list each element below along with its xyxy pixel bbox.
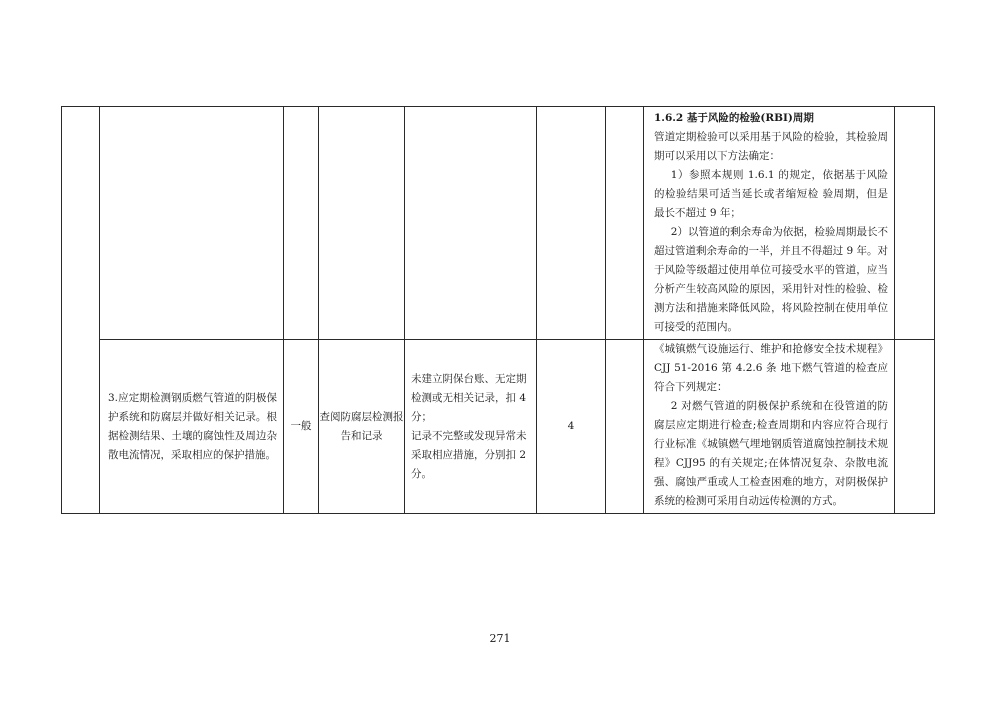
remarks-cell <box>895 340 935 514</box>
level-cell <box>284 107 319 340</box>
score-cell: 4 <box>537 340 606 514</box>
narrow-cell <box>606 107 644 340</box>
basis-cell <box>644 340 895 514</box>
method-cell <box>319 107 405 340</box>
method-cell <box>319 340 405 514</box>
method-text: 查阅防腐层检测报告和记录 <box>319 410 404 442</box>
remarks-cell <box>895 107 935 340</box>
basis-line: 2）以管道的剩余寿命为依据，检验周期最长不超过管道剩余寿命的一半，并且不得超过 9 年。对于风险等级超过使用单位可接受水平的管道，应当分析产生较高风险的原因，采用针对性的检验、检测方法和措施来降低风险，将风险控制在使用单位可接受的范围内。 <box>654 226 888 333</box>
clause-cell <box>100 340 284 514</box>
basis-line: 2 对燃气管道的阴极保护系统和在役管道的防腐层应定期进行检查;检查周期和内容应符合现行行业标准《城镇燃气埋地钢质管道腐蚀控制技术规程》CJJ95 的有关规定;在体情况复杂、杂散电流强、腐蚀严重或人工检查困难的地方，对阴极保护系统的检测可采用自动远传检测的方式。 <box>654 400 888 507</box>
criteria-line: 记录不完整或发现异常未采取相应措施，分别扣 2 分。 <box>411 429 527 480</box>
clause-cell <box>100 107 284 340</box>
table-row <box>62 107 935 340</box>
score-cell <box>537 107 606 340</box>
level-cell: 一般 <box>284 340 319 514</box>
basis-heading: 1.6.2 基于风险的检验(RBI)周期 <box>654 112 814 124</box>
basis-line: 1）参照本规则 1.6.1 的规定，依据基于风险的检验结果可适当延长或者缩短检 验周期，但是最长不超过 9 年； <box>654 169 888 219</box>
basis-line: 管道定期检验可以采用基于风险的检验，其检验周期可以采用以下方法确定： <box>654 131 888 162</box>
basis-cell <box>644 107 895 340</box>
assessment-table <box>61 106 935 514</box>
page-number: 271 <box>489 632 511 645</box>
table-row <box>62 340 935 514</box>
narrow-cell <box>606 340 644 514</box>
criteria-cell <box>405 107 537 340</box>
clause-text: 3.应定期检测钢质燃气管道的阴极保护系统和防腐层并做好相关记录。根据检测结果、土壤的腐蚀性及周边杂散电流情况，采取相应的保护措施。 <box>108 391 277 461</box>
criteria-line: 未建立阴保台账、无定期检测或无相关记录，扣 4 分； <box>411 372 527 423</box>
criteria-cell <box>405 340 537 514</box>
category-cell <box>62 107 100 514</box>
basis-line: 《城镇燃气设施运行、维护和抢修安全技术规程》CJJ 51-2016 第 4.2.6 条 地下燃气管道的检查应符合下列规定： <box>654 343 888 393</box>
